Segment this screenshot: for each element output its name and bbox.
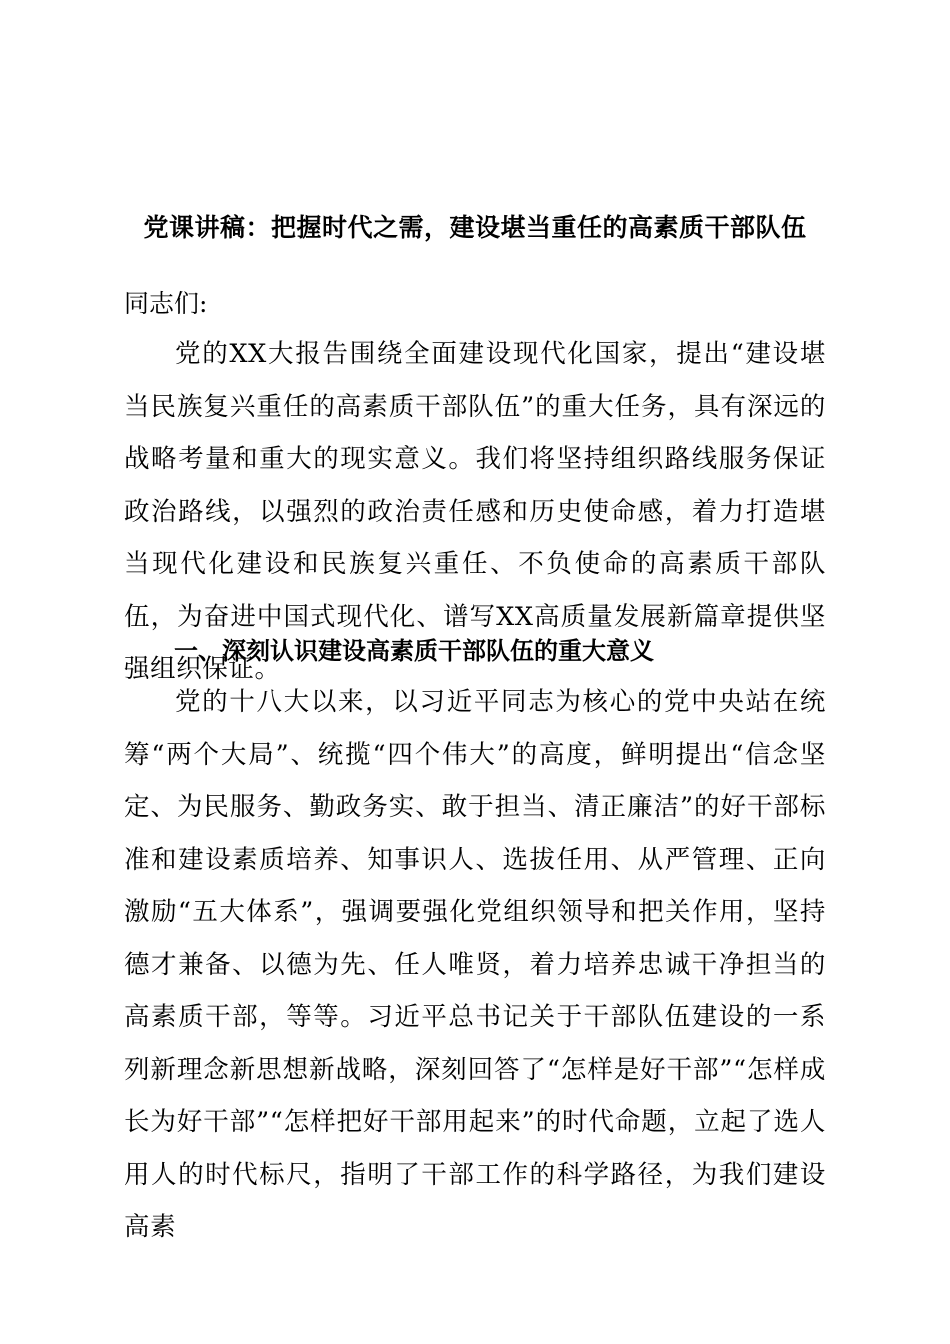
salutation: 同志们:	[124, 289, 208, 318]
section-heading-1: 一、深刻认识建设高素质干部队伍的重大意义	[174, 637, 654, 665]
paragraph-intro: 党的XX大报告围绕全面建设现代化国家，提出“建设堪当民族复兴重任的高素质干部队伍”的重大任务，具有深远的战略考量和重大的现实意义。我们将坚持组织路线服务保证政治路线，以强烈的政治责任感和历史使命感，着力打造堪当现代化建设和民族复兴重任、不负使命的高素质干部队伍，为奋进中国式现代化、谱写XX高质量发展新篇章提供坚强组织保证。	[124, 339, 826, 684]
paragraph-section-1: 党的十八大以来，以习近平同志为核心的党中央站在统筹“两个大局”、统揽“四个伟大”的高度，鲜明提出“信念坚定、为民服务、勤政务实、敢于担当、清正廉洁”的好干部标准和建设素质培养、知事识人、选拔任用、从严管理、正向激励“五大体系”，强调要强化党组织领导和把关作用，坚持德才兼备、以德为先、任人唯贤，着力培养忠诚干净担当的高素质干部，等等。习近平总书记关于干部队伍建设的一系列新理念新思想新战略，深刻回答了“怎样是好干部”“怎样成长为好干部”“怎样把好干部用起来”的时代命题，立起了选人用人的时代标尺，指明了干部工作的科学路径，为我们建设高素	[124, 687, 826, 1242]
document-title: 党课讲稿：把握时代之需，建设堪当重任的高素质干部队伍	[143, 213, 807, 242]
